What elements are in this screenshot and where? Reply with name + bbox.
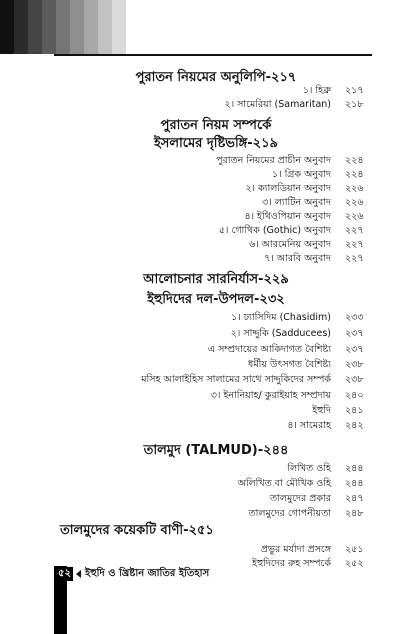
running-footer bbox=[56, 567, 209, 581]
toc-entry: ১। ঢ্যাসিদিম (Chasidim) ২৩৩ bbox=[231, 312, 364, 323]
strip-swatch bbox=[0, 0, 14, 54]
strip-swatch bbox=[70, 0, 84, 54]
toc-entry: ১। গ্রিক অনুবাদ ২২৪ bbox=[271, 169, 364, 180]
strip-swatch bbox=[56, 0, 70, 54]
toc-entry: ১। হিব্রু ২১৭ bbox=[302, 85, 364, 96]
toc-entry: ২। ক্যালডিয়ান অনুবাদ ২২৬ bbox=[245, 183, 364, 194]
toc-entry: তালমুদের গোপনীয়তা ২৪৮ bbox=[248, 508, 364, 519]
strip-swatch bbox=[98, 0, 112, 54]
top-rule bbox=[54, 54, 372, 56]
toc-entry: লিখিত ওহি ২৪৪ bbox=[287, 463, 364, 474]
toc-entry: ধর্মীয় উৎসগত বৈশিষ্ট্য ২৩৮ bbox=[248, 359, 364, 370]
section-heading: তালমুদের কয়েকটি বাণী-২৫১ bbox=[60, 523, 214, 538]
toc-entry: তালমুদের প্রকার ২৪৭ bbox=[269, 493, 364, 504]
page-number: ৫২ bbox=[58, 568, 71, 579]
toc-entry: অলিখিত বা মৌখিক ওহি ২৪৪ bbox=[237, 478, 364, 489]
toc-entry: ২। সামেরিয়া (Samaritan) ২১৮ bbox=[224, 99, 364, 110]
toc-entry: ৬। আরমেনিয় অনুবাদ ২২৭ bbox=[249, 239, 364, 250]
toc-entry: এ সম্প্রদায়ের আকিদাগত বৈশিষ্ট্য ২৩৭ bbox=[207, 344, 364, 355]
toc-entry: ইহুদিদের রুহ সম্পর্কে ২৫২ bbox=[252, 558, 364, 569]
section-heading: তালমুদ (TALMUD)-২৪৪ bbox=[143, 443, 289, 458]
book-title: ইহুদি ও খ্রিষ্টান জাতির ইতিহাস bbox=[85, 568, 210, 579]
section-heading: আলোচনার সারনির্যাস-২২৯ bbox=[143, 272, 289, 287]
toc-entry: ৪। ইথিওপিয়ান অনুবাদ ২২৬ bbox=[244, 211, 364, 222]
toc-entry: প্রভুর মর্যাদা প্রসঙ্গে ২৫১ bbox=[260, 544, 364, 555]
triangle-icon bbox=[76, 570, 81, 578]
toc-entry: ২। সাদ্দুকি (Sadducees) ২৩৭ bbox=[230, 328, 364, 339]
toc-entry: ৪। সামেরাহ ২৪২ bbox=[287, 420, 364, 431]
strip-swatch bbox=[42, 0, 56, 54]
grayscale-strip bbox=[0, 0, 126, 54]
toc-entry: ইহুদি ২৪১ bbox=[312, 405, 364, 416]
strip-swatch bbox=[14, 0, 28, 54]
toc-entry: ৩। ইনানিয়াহ/ কুরাইয়াহ সম্প্রদায় ২৪০ bbox=[210, 390, 364, 401]
toc-entry: ৩। ল্যাটিন অনুবাদ ২২৬ bbox=[262, 197, 364, 208]
section-heading: ইহুদিদের দল-উপদল-২৩২ bbox=[147, 292, 285, 307]
section-heading: পুরাতন নিয়মের অনুলিপি-২১৭ bbox=[135, 70, 297, 85]
toc-entry: ৭। আরবি অনুবাদ ২২৭ bbox=[264, 253, 364, 264]
strip-swatch bbox=[84, 0, 98, 54]
strip-swatch bbox=[112, 0, 126, 54]
toc-entry: মসিহ আলাইহিস সালামের সাথে সাদ্দুকিদের সম্পর্ক ২৩৮ bbox=[141, 374, 364, 385]
section-heading: ইসলামের দৃষ্টিভঙ্গি-২১৯ bbox=[153, 136, 278, 151]
toc-entry: পুরাতন নিয়মের প্রাচীন অনুবাদ ২২৪ bbox=[216, 155, 364, 166]
toc-entry: ৫। গোথিক (Gothic) অনুবাদ ২২৭ bbox=[218, 225, 364, 236]
strip-swatch bbox=[28, 0, 42, 54]
section-heading: পুরাতন নিয়ম সম্পর্কে bbox=[160, 118, 272, 133]
